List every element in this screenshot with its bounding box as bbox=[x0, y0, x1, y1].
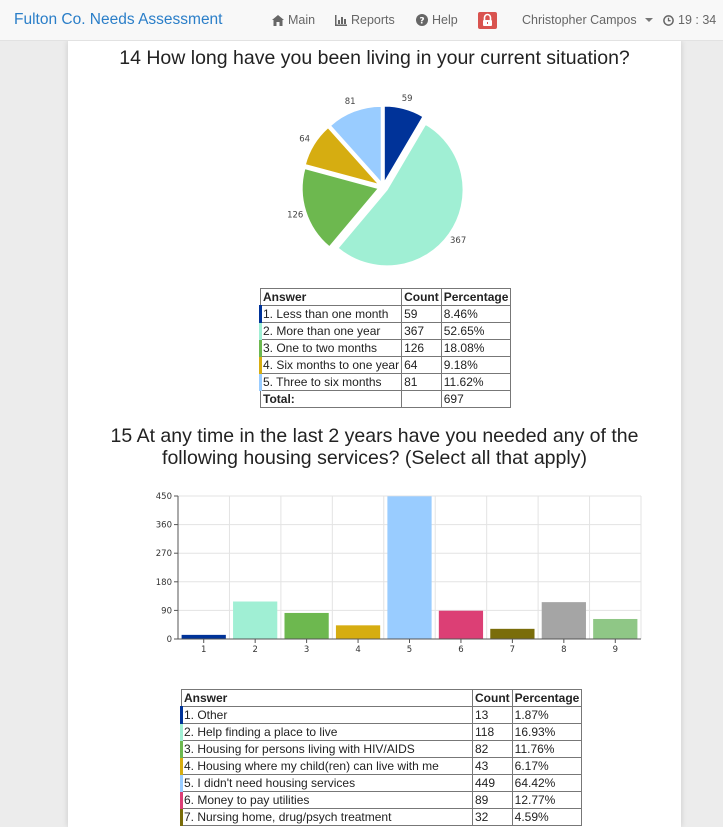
bar bbox=[387, 496, 431, 639]
top-navbar bbox=[0, 0, 723, 41]
question-15-title-line2: following housing services? (Select all that apply) bbox=[162, 447, 587, 469]
answer-label: 3. Housing for persons living with HIV/AIDS bbox=[182, 741, 473, 758]
nav-main[interactable] bbox=[272, 13, 315, 27]
bar bbox=[439, 611, 483, 639]
user-menu[interactable] bbox=[522, 13, 653, 27]
answer-count: 449 bbox=[473, 775, 513, 792]
x-tick-label: 7 bbox=[509, 645, 516, 655]
table-row bbox=[182, 809, 582, 826]
y-tick-label: 270 bbox=[155, 549, 172, 560]
bar bbox=[593, 619, 637, 639]
answer-label: 4. Six months to one year bbox=[261, 357, 402, 374]
pie-data-label: 367 bbox=[450, 236, 467, 247]
table-row bbox=[182, 758, 582, 775]
answer-label: 2. Help finding a place to live bbox=[182, 724, 473, 741]
answer-count: 126 bbox=[402, 340, 442, 357]
caret-down-icon bbox=[645, 18, 653, 22]
table-row bbox=[182, 707, 582, 724]
answer-count: 81 bbox=[402, 374, 442, 391]
table-row bbox=[261, 374, 511, 391]
answer-percentage: 64.42% bbox=[512, 775, 582, 792]
answer-percentage: 4.59% bbox=[512, 809, 582, 826]
x-tick-label: 6 bbox=[458, 645, 464, 655]
table-row bbox=[261, 306, 511, 323]
answer-percentage: 18.08% bbox=[441, 340, 511, 357]
answer-percentage: 8.46% bbox=[441, 306, 511, 323]
bar-chart-icon bbox=[335, 15, 347, 26]
question-15-title-line1: 15 At any time in the last 2 years have you needed any of the bbox=[110, 425, 639, 447]
answer-label: 4. Housing where my child(ren) can live with me bbox=[182, 758, 473, 775]
x-tick-label: 1 bbox=[201, 645, 207, 655]
answer-count: 64 bbox=[402, 357, 442, 374]
question-14-pie-chart bbox=[248, 77, 508, 277]
question-circle-icon bbox=[416, 14, 428, 26]
x-tick-label: 3 bbox=[303, 645, 310, 655]
total-label: Total: bbox=[261, 391, 402, 408]
table-row bbox=[261, 323, 511, 340]
answer-percentage: 12.77% bbox=[512, 792, 582, 809]
total-row bbox=[261, 391, 511, 408]
answer-percentage: 11.62% bbox=[441, 374, 511, 391]
table-header-count: Count bbox=[473, 690, 513, 707]
lock-icon bbox=[478, 12, 497, 29]
table-row bbox=[182, 775, 582, 792]
user-name: Christopher Campos bbox=[522, 13, 637, 27]
total-empty-cell bbox=[402, 391, 442, 408]
pie-data-label: 126 bbox=[287, 210, 304, 221]
report-panel bbox=[68, 41, 681, 827]
table-header-percentage: Percentage bbox=[441, 289, 511, 306]
answer-percentage: 9.18% bbox=[441, 357, 511, 374]
answer-percentage: 11.76% bbox=[512, 741, 582, 758]
question-15-answer-table bbox=[180, 689, 582, 826]
brand-link[interactable]: Fulton Co. Needs Assessment bbox=[14, 11, 223, 28]
pie-data-label: 59 bbox=[401, 94, 413, 105]
table-header-count: Count bbox=[402, 289, 442, 306]
timer-value: 19 : 34 bbox=[678, 13, 717, 27]
x-tick-label: 2 bbox=[252, 645, 258, 655]
y-tick-label: 360 bbox=[155, 520, 172, 531]
answer-count: 59 bbox=[402, 306, 442, 323]
bar bbox=[182, 635, 226, 639]
table-row bbox=[182, 724, 582, 741]
bar bbox=[542, 602, 586, 639]
x-tick-label: 9 bbox=[612, 645, 618, 655]
answer-percentage: 1.87% bbox=[512, 707, 582, 724]
total-value: 697 bbox=[441, 391, 511, 408]
answer-label: 5. Three to six months bbox=[261, 374, 402, 391]
nav-help[interactable] bbox=[416, 13, 458, 27]
x-tick-label: 8 bbox=[561, 645, 567, 655]
x-tick-label: 4 bbox=[355, 645, 361, 655]
answer-label: 5. I didn't need housing services bbox=[182, 775, 473, 792]
nav-reports-label: Reports bbox=[351, 13, 395, 27]
answer-label: 6. Money to pay utilities bbox=[182, 792, 473, 809]
nav-main-label: Main bbox=[288, 13, 316, 27]
answer-percentage: 52.65% bbox=[441, 323, 511, 340]
question-15-title bbox=[68, 425, 681, 469]
question-14-title: 14 How long have you been living in your current situation? bbox=[119, 47, 630, 69]
answer-count: 89 bbox=[473, 792, 513, 809]
question-15-bar-chart bbox=[108, 486, 648, 656]
table-header-percentage: Percentage bbox=[512, 690, 582, 707]
table-header-answer: Answer bbox=[261, 289, 402, 306]
answer-label: 2. More than one year bbox=[261, 323, 402, 340]
answer-count: 32 bbox=[473, 809, 513, 826]
answer-label: 7. Nursing home, drug/psych treatment bbox=[182, 809, 473, 826]
answer-percentage: 16.93% bbox=[512, 724, 582, 741]
answer-count: 367 bbox=[402, 323, 442, 340]
table-header-answer: Answer bbox=[182, 690, 473, 707]
table-row bbox=[261, 340, 511, 357]
nav-help-label: Help bbox=[432, 13, 458, 27]
bar bbox=[490, 629, 534, 639]
y-tick-label: 90 bbox=[161, 606, 172, 617]
answer-label: 1. Other bbox=[182, 707, 473, 724]
home-icon bbox=[272, 15, 284, 26]
table-row bbox=[182, 741, 582, 758]
svg-text:?: ? bbox=[419, 16, 425, 26]
table-row bbox=[261, 357, 511, 374]
pie-data-label: 64 bbox=[299, 134, 311, 145]
y-tick-label: 450 bbox=[155, 492, 172, 502]
lock-button[interactable] bbox=[478, 12, 497, 29]
nav-reports[interactable] bbox=[335, 13, 395, 27]
answer-count: 118 bbox=[473, 724, 513, 741]
clock-icon bbox=[663, 15, 674, 26]
pie-data-label: 81 bbox=[344, 97, 356, 108]
answer-label: 1. Less than one month bbox=[261, 306, 402, 323]
y-tick-label: 180 bbox=[155, 577, 172, 588]
x-tick-label: 5 bbox=[406, 645, 413, 655]
answer-count: 13 bbox=[473, 707, 513, 724]
bar bbox=[284, 613, 328, 639]
session-timer bbox=[663, 13, 716, 27]
answer-count: 43 bbox=[473, 758, 513, 775]
table-row bbox=[182, 792, 582, 809]
bar bbox=[233, 602, 277, 639]
bar bbox=[336, 625, 380, 639]
answer-percentage: 6.17% bbox=[512, 758, 582, 775]
answer-count: 82 bbox=[473, 741, 513, 758]
y-tick-label: 0 bbox=[166, 635, 172, 645]
question-14-answer-table bbox=[259, 288, 511, 408]
answer-label: 3. One to two months bbox=[261, 340, 402, 357]
